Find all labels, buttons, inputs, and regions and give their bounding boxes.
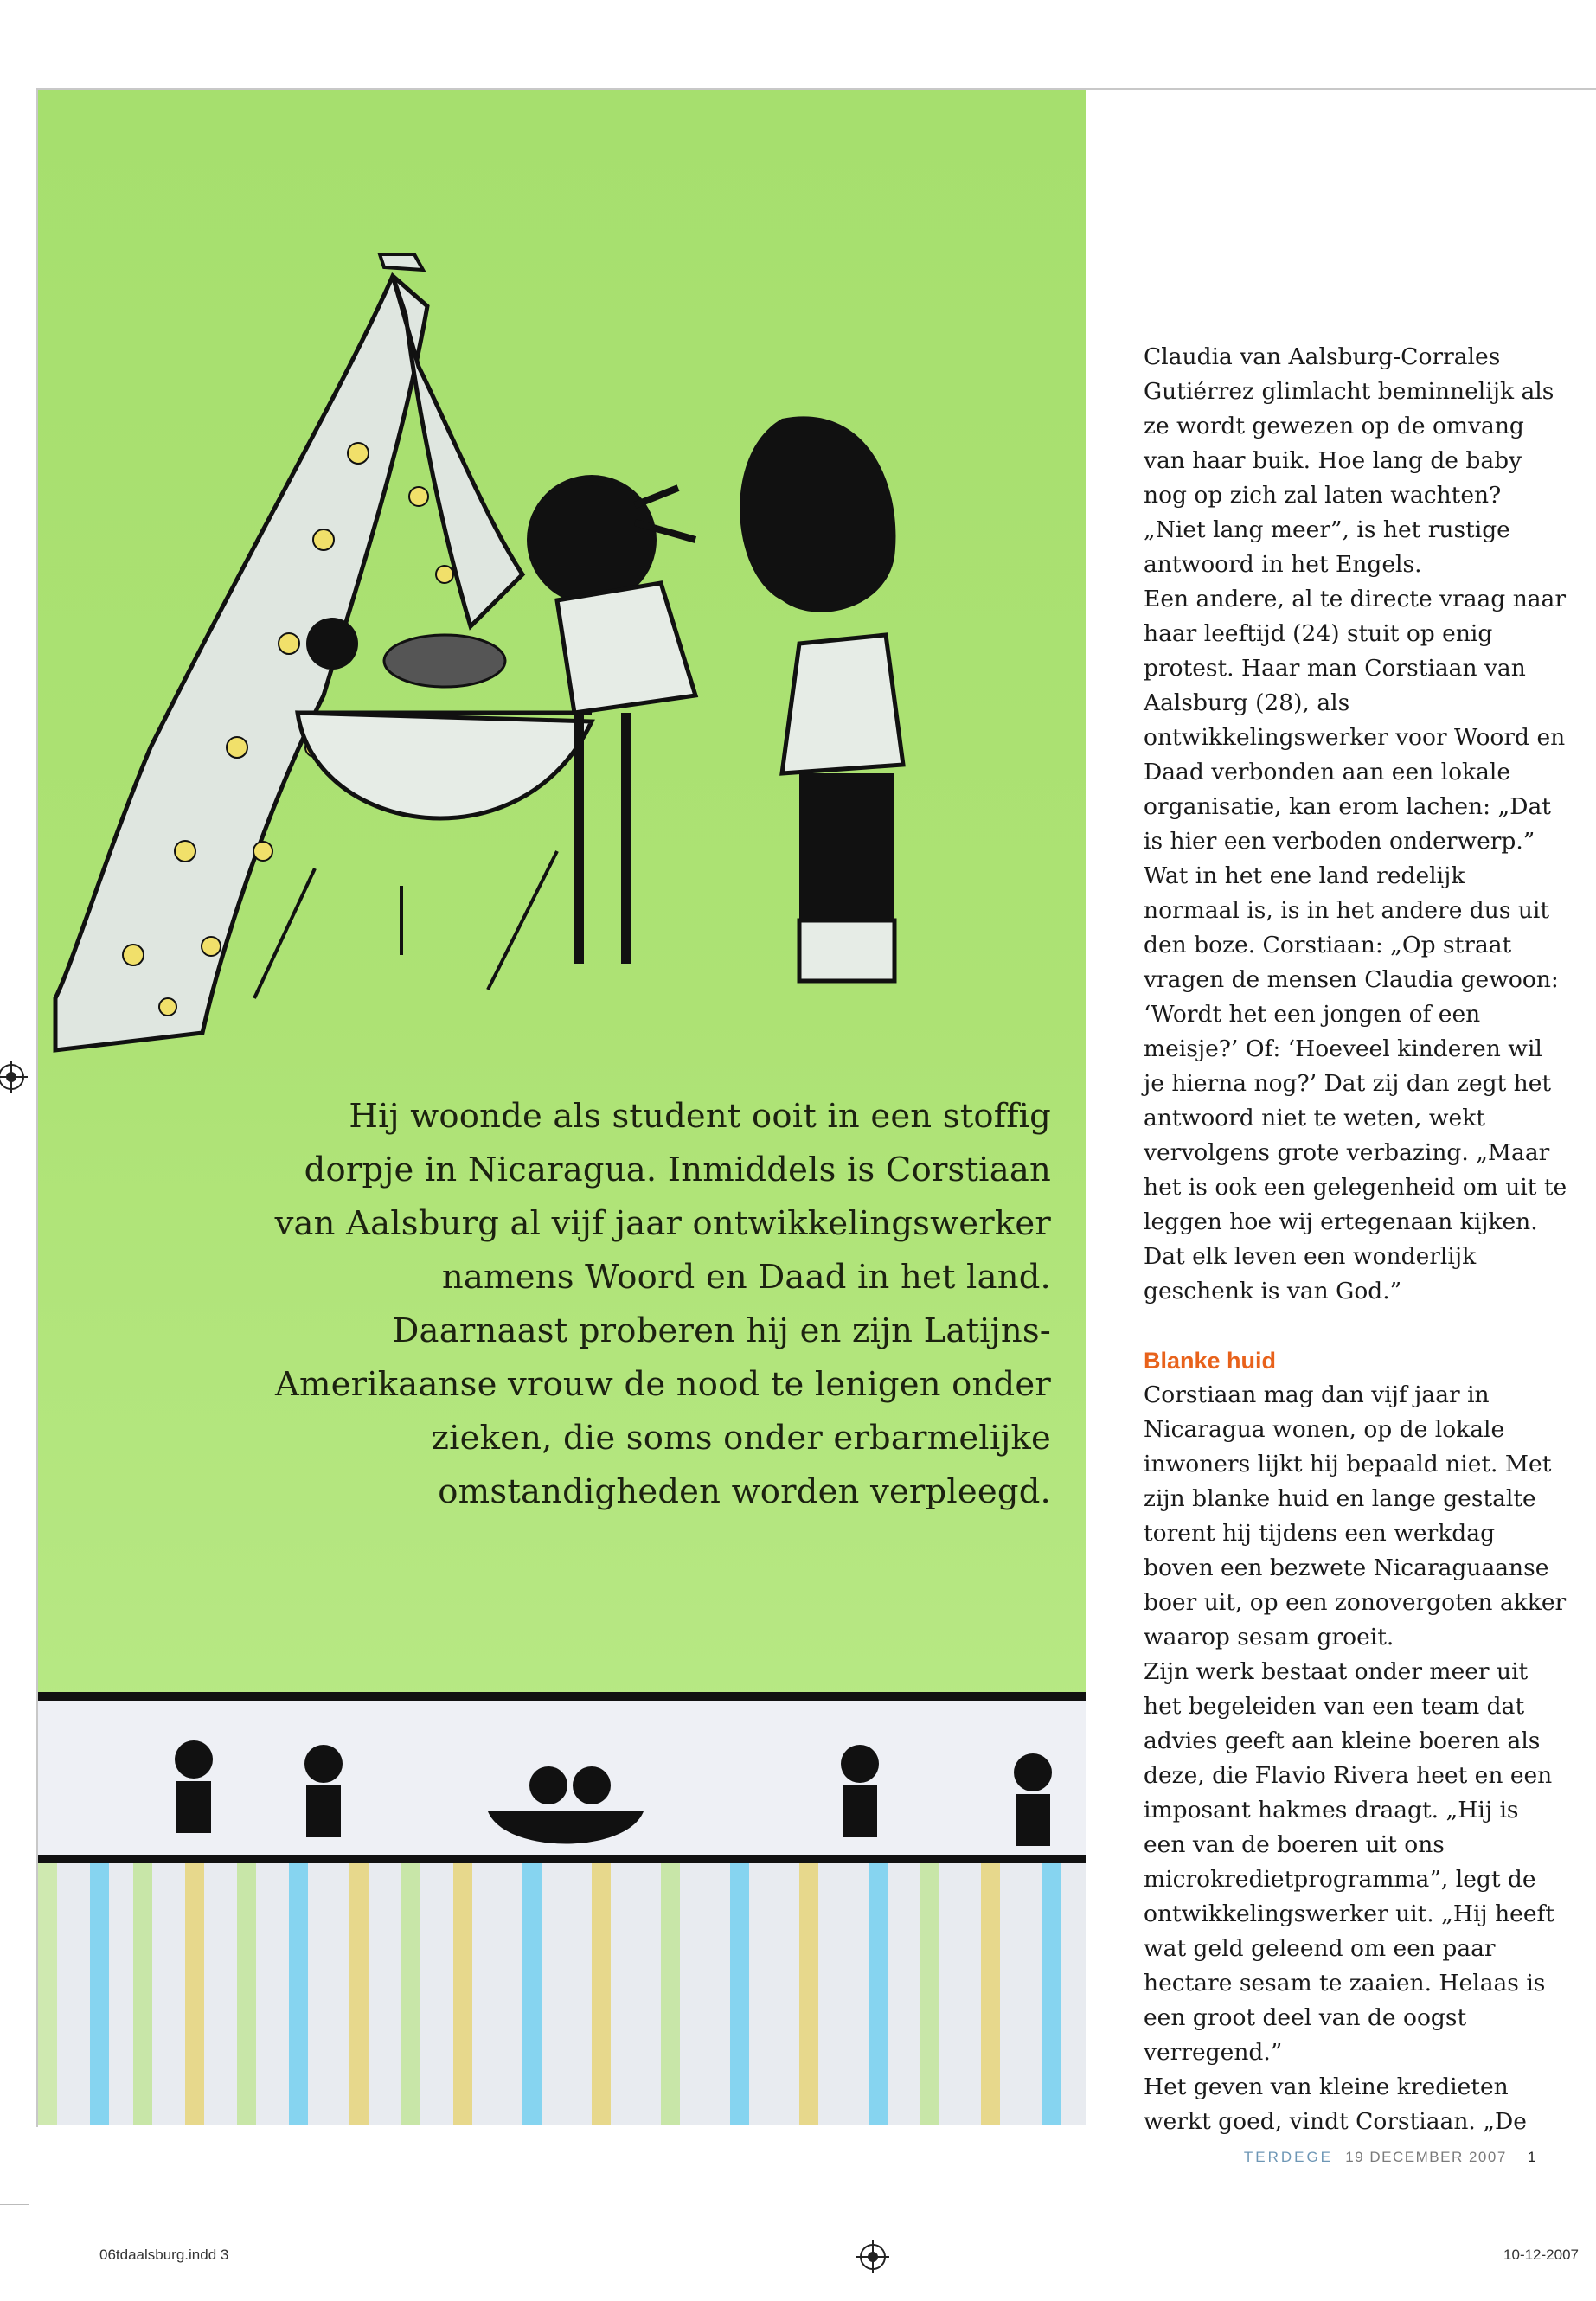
article-paragraph: Wat in het ene land redelijk normaal is, is in het andere dus uit den boze. Corstiaan: „Op straat vragen de mensen Claudia gewoon: ‘Wordt het een jongen of een meisje?’ Of: ‘Hoeveel kinderen wil je hierna nog?’ Dat zij dan zegt het antwoord niet te weten, wekt vervolgens grote verbazing. „Maar het is ook een gelegenheid om uit te leggen hoe wij ertegenaan kijken. Dat elk leven een wonderlijk geschenk is van God.” <box>1144 862 1567 1304</box>
magazine-brand: TERDEGE <box>1243 2149 1334 2165</box>
section-subheading: Blanke huid <box>1144 1348 1277 1374</box>
article-column <box>1144 340 1567 2139</box>
article-paragraph: Het geven van kleine kredieten werkt goed, vindt Corstiaan. „De <box>1144 2073 1527 2135</box>
registration-mark-icon <box>0 1064 24 1090</box>
article-paragraph: Corstiaan mag dan vijf jaar in Nicaragua wonen, op de lokale inwoners lijkt hij bepaald niet. Met zijn blanke huid en lange gestalte torent hij tijdens een werkdag boven een bezwete Nicaraguaanse boer uit, op een zonovergoten akker waarop sesam groeit. <box>1144 1381 1567 1650</box>
slug-filename: 06tdaalsburg.indd 3 <box>99 2247 229 2263</box>
registration-mark-icon <box>860 2244 886 2270</box>
pull-quote: Hij woonde als student ooit in een stoffig dorpje in Nicaragua. Inmiddels is Corstiaan van Aalsburg al vijf jaar ontwikkelingswerker namens Woord en Daad in het land. Daarnaast proberen hij en zijn Latijns-Amerikaanse vrouw de nood te lenigen onder zieken, die soms onder erbarmelijke omstandigheden worden verpleegd. <box>274 1097 1051 1511</box>
crop-mark <box>0 2204 29 2205</box>
page-folio <box>1244 2149 1537 2166</box>
page-number: 1 <box>1528 2149 1537 2165</box>
article-paragraph: Een andere, al te directe vraag naar haar leeftijd (24) stuit op enig protest. Haar man Corstiaan van Aalsburg (28), als ontwikkelingswerker voor Woord en Daad verbonden aan een lokale organisatie, kan erom lachen: „Dat is hier een verboden onderwerp.” <box>1144 586 1567 855</box>
article-paragraph: Zijn werk bestaat onder meer uit het begeleiden van een team dat advies geeft aan kleine boeren als deze, die Flavio Rivera heet en een imposant hakmes draagt. „Hij is een van de boeren uit ons microkredietprogramma”, legt de ontwikkelingswerker uit. „Hij heeft wat geld geleend om een paar hectare sesam te zaaien. Helaas is een groot deel van de oogst verregend.” <box>1144 1658 1554 2066</box>
article-paragraph: Claudia van Aalsburg-Corrales Gutiérrez glimlacht beminnelijk als ze wordt gewezen op de omvang van haar buik. Hoe lang de baby nog op zich zal laten wachten? „Niet lang meer”, is het rustige antwoord in het Engels. <box>1144 343 1554 578</box>
issue-date: 19 DECEMBER 2007 <box>1345 2149 1507 2165</box>
slug-date: 10-12-2007 <box>1503 2247 1579 2263</box>
